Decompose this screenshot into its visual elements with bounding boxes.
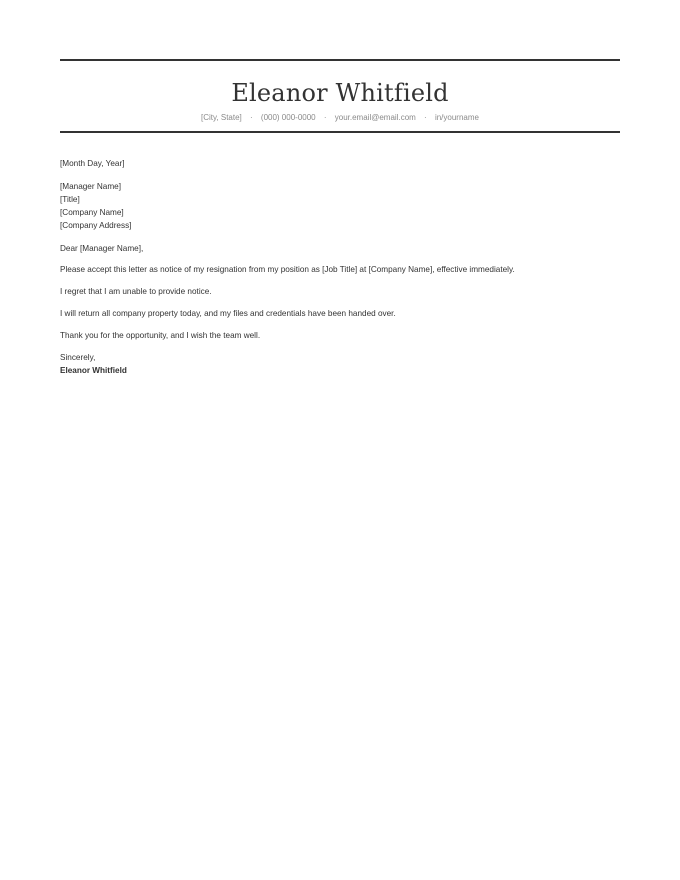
letter-date: [Month Day, Year]	[60, 159, 125, 168]
recipient-address: [Company Address]	[60, 221, 132, 230]
recipient-title: [Title]	[60, 195, 80, 204]
letter-body	[60, 157, 620, 377]
contact-location: [City, State]	[201, 113, 242, 122]
recipient-name: [Manager Name]	[60, 182, 121, 191]
body-paragraph: I will return all company property today, and my files and credentials have been handed over.	[60, 309, 396, 318]
contact-line	[60, 112, 620, 123]
contact-email: your.email@email.com	[334, 113, 416, 122]
header-top-rule	[60, 59, 620, 61]
contact-separator: ·	[323, 113, 327, 122]
salutation: Dear [Manager Name],	[60, 244, 144, 253]
recipient-company: [Company Name]	[60, 208, 124, 217]
contact-separator: ·	[250, 113, 253, 122]
contact-linkedin: in/yourname	[434, 113, 479, 122]
body-paragraph: I regret that I am unable to provide notice.	[60, 287, 212, 296]
recipient-block	[60, 180, 620, 232]
sender-name: Eleanor Whitfield	[231, 79, 449, 107]
body-paragraph: Thank you for the opportunity, and I wish the team well.	[60, 331, 261, 340]
contact-separator: ·	[424, 113, 427, 122]
contact-phone: (000) 000-0000	[260, 113, 316, 122]
header-bottom-rule	[60, 131, 620, 133]
signature: Eleanor Whitfield	[60, 366, 127, 375]
closing: Sincerely,	[60, 353, 96, 362]
body-paragraph: Please accept this letter as notice of my resignation from my position as [Job Title] at [Company Name], effective immediately.	[60, 265, 515, 274]
